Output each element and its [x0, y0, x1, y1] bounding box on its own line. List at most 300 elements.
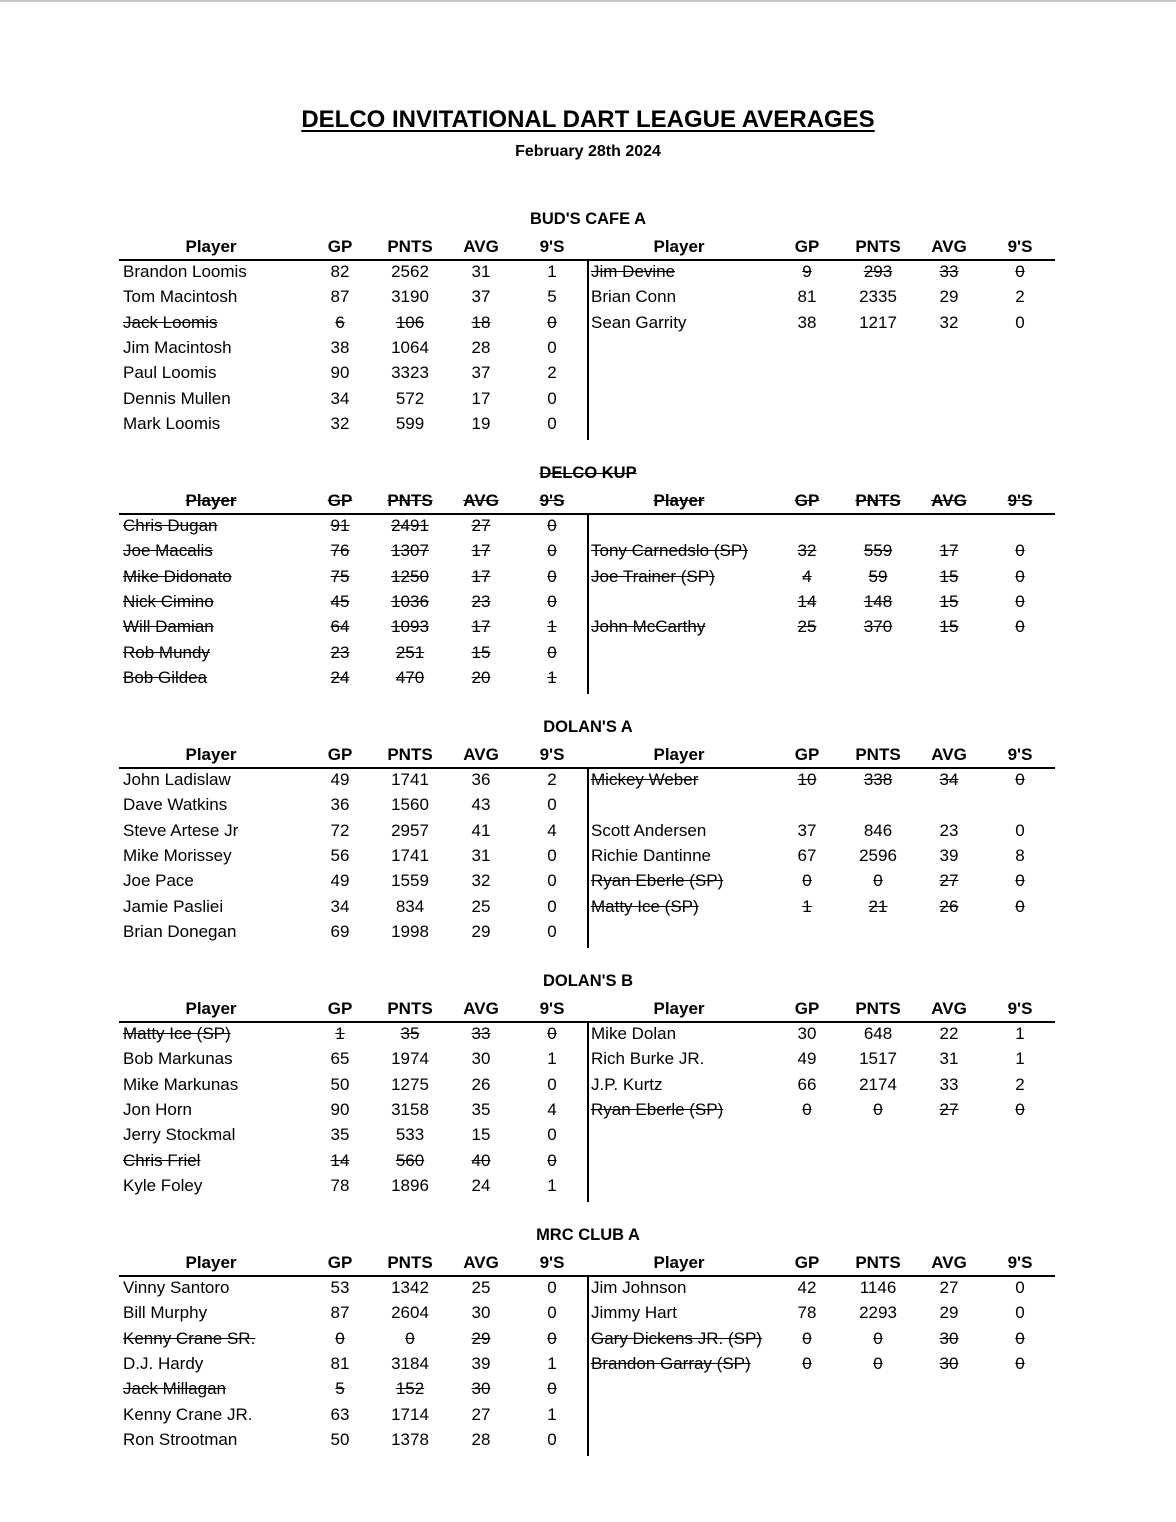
stat-pnts: 106 [395, 312, 425, 332]
team-title: MRC CLUB A [536, 1226, 640, 1244]
stat-pnts: 152 [395, 1379, 425, 1399]
header-player: Player [653, 237, 705, 256]
header-nines: 9'S [1007, 745, 1033, 764]
player-name: John McCarthy [591, 617, 706, 637]
player-name: Gary Dickens JR. (SP) [591, 1328, 762, 1348]
stat-avg: 28 [471, 1429, 491, 1449]
stat-nines: 0 [1015, 566, 1025, 586]
stat-gp: 0 [802, 1353, 812, 1373]
stat-nines: 1 [547, 1049, 557, 1069]
stat-nines: 0 [1015, 1099, 1025, 1119]
stat-avg: 29 [939, 1303, 959, 1323]
header-pnts: PNTS [387, 999, 433, 1018]
stat-avg: 35 [471, 1099, 491, 1119]
stat-nines: 0 [547, 921, 557, 941]
stat-nines: 1 [547, 1353, 557, 1373]
stat-avg: 39 [471, 1353, 491, 1373]
stat-gp: 32 [330, 413, 350, 433]
player-name: Mike Morissey [123, 845, 232, 865]
stat-gp: 53 [330, 1278, 350, 1297]
stat-pnts: 2174 [859, 1074, 897, 1094]
player-name: Joe Pace [123, 871, 194, 891]
stat-nines: 1 [547, 617, 557, 637]
header-gp: GP [794, 1253, 820, 1272]
stat-nines: 0 [547, 845, 557, 865]
player-name: Matty Ice (SP) [123, 1024, 231, 1043]
stat-gp: 64 [330, 617, 350, 637]
stat-pnts: 35 [400, 1024, 420, 1043]
stat-avg: 29 [471, 1328, 491, 1348]
stat-gp: 78 [330, 1175, 350, 1195]
stat-nines: 0 [547, 516, 557, 535]
stat-gp: 34 [330, 896, 350, 916]
stat-gp: 24 [330, 667, 350, 687]
stat-nines: 0 [1015, 541, 1025, 561]
stat-avg: 30 [939, 1328, 959, 1348]
stat-nines: 0 [547, 896, 557, 916]
stat-gp: 81 [797, 287, 817, 307]
player-name: Jimmy Hart [591, 1303, 677, 1323]
player-name: Mickey Weber [591, 770, 699, 789]
header-gp: GP [327, 999, 353, 1018]
player-name: Joe Trainer (SP) [591, 566, 715, 586]
stat-avg: 18 [471, 312, 491, 332]
stat-avg: 19 [471, 413, 491, 433]
header-gp: GP [794, 999, 820, 1018]
stat-gp: 0 [802, 1328, 812, 1348]
stat-pnts: 1307 [391, 541, 429, 561]
stat-nines: 2 [547, 363, 557, 383]
stat-gp: 14 [330, 1150, 350, 1170]
player-name: Jim Macintosh [123, 337, 232, 357]
header-nines: 9'S [539, 999, 565, 1018]
stat-gp: 36 [330, 795, 350, 815]
player-name: Bill Murphy [123, 1303, 208, 1323]
stat-pnts: 3190 [391, 287, 429, 307]
header-gp: GP [327, 491, 353, 510]
stat-avg: 39 [939, 845, 959, 865]
stat-pnts: 251 [395, 642, 425, 662]
player-name: Kyle Foley [123, 1175, 203, 1195]
header-pnts: PNTS [387, 491, 433, 510]
player-name: Dave Watkins [123, 795, 228, 815]
stat-avg: 31 [471, 262, 491, 281]
stat-gp: 25 [797, 617, 817, 637]
stat-gp: 76 [330, 541, 350, 561]
stat-gp: 10 [797, 770, 817, 789]
player-name: J.P. Kurtz [591, 1074, 663, 1094]
stat-pnts: 0 [873, 1353, 883, 1373]
stat-avg: 27 [471, 1404, 491, 1424]
stat-pnts: 1559 [391, 871, 429, 891]
stat-gp: 0 [802, 871, 812, 891]
player-name: Brandon Loomis [123, 262, 247, 281]
stat-gp: 14 [797, 591, 817, 611]
header-avg: AVG [463, 1253, 499, 1272]
stat-pnts: 1714 [391, 1404, 429, 1424]
stat-nines: 2 [547, 770, 557, 789]
stat-avg: 17 [939, 541, 959, 561]
header-player: Player [185, 237, 237, 256]
document-title: DELCO INVITATIONAL DART LEAGUE AVERAGES [301, 106, 875, 133]
stat-pnts: 1217 [859, 312, 897, 332]
header-player: Player [653, 745, 705, 764]
header-nines: 9'S [1007, 237, 1033, 256]
stat-pnts: 21 [868, 896, 888, 916]
player-name: Chris Dugan [123, 516, 218, 535]
stat-avg: 15 [471, 1125, 491, 1145]
column-divider [587, 1022, 589, 1202]
header-player: Player [653, 491, 705, 510]
header-avg: AVG [463, 237, 499, 256]
stat-nines: 0 [547, 1328, 557, 1348]
player-name: Scott Andersen [591, 820, 707, 840]
stat-nines: 0 [547, 312, 557, 332]
player-name: Will Damian [123, 617, 214, 637]
player-name: Ryan Eberle (SP) [591, 1099, 724, 1119]
player-name: Brian Conn [591, 287, 677, 307]
stat-gp: 56 [330, 845, 350, 865]
header-pnts: PNTS [855, 999, 901, 1018]
header-player: Player [185, 745, 237, 764]
stat-pnts: 1517 [859, 1049, 897, 1069]
stat-nines: 0 [1015, 262, 1025, 281]
player-name: Vinny Santoro [123, 1278, 230, 1297]
stat-avg: 17 [471, 388, 491, 408]
team-title: BUD'S CAFE A [529, 210, 647, 228]
stat-pnts: 560 [395, 1150, 425, 1170]
stat-nines: 0 [547, 413, 557, 433]
header-avg: AVG [931, 999, 967, 1018]
stat-avg: 37 [471, 287, 491, 307]
stat-nines: 1 [1015, 1049, 1025, 1069]
header-player: Player [653, 999, 705, 1018]
stat-avg: 32 [939, 312, 959, 332]
stat-nines: 1 [1015, 1024, 1025, 1043]
player-name: Jerry Stockmal [123, 1125, 236, 1145]
stat-avg: 28 [471, 337, 491, 357]
header-gp: GP [794, 491, 820, 510]
stat-pnts: 0 [873, 1328, 883, 1348]
stat-gp: 0 [802, 1099, 812, 1119]
stat-pnts: 846 [863, 820, 893, 840]
stat-pnts: 1093 [391, 617, 429, 637]
stat-pnts: 1342 [391, 1278, 429, 1297]
header-nines: 9'S [1007, 1253, 1033, 1272]
stat-avg: 33 [939, 262, 959, 281]
stat-avg: 24 [471, 1175, 491, 1195]
header-player: Player [653, 1253, 705, 1272]
stat-pnts: 2293 [859, 1303, 897, 1323]
player-name: Joe Macalis [123, 541, 213, 561]
stat-pnts: 2562 [391, 262, 429, 281]
header-pnts: PNTS [387, 745, 433, 764]
stat-avg: 26 [471, 1074, 491, 1094]
stat-avg: 17 [471, 566, 491, 586]
page-top-border [0, 0, 1176, 2]
stat-gp: 72 [330, 820, 350, 840]
header-gp: GP [327, 237, 353, 256]
stat-avg: 41 [471, 820, 491, 840]
stat-nines: 0 [1015, 871, 1025, 891]
player-name: Bob Markunas [123, 1049, 233, 1069]
stat-nines: 0 [547, 1278, 557, 1297]
stat-avg: 15 [471, 642, 491, 662]
stat-gp: 90 [330, 1099, 350, 1119]
stat-avg: 23 [939, 820, 959, 840]
stat-avg: 25 [471, 1278, 491, 1297]
stat-gp: 49 [330, 871, 350, 891]
player-name: Brandon Garray (SP) [591, 1353, 751, 1373]
player-name: Jon Horn [123, 1099, 192, 1119]
player-name: Jack Loomis [123, 312, 218, 332]
header-gp: GP [794, 237, 820, 256]
stat-pnts: 1275 [391, 1074, 429, 1094]
stat-avg: 30 [471, 1379, 491, 1399]
stat-pnts: 148 [863, 591, 893, 611]
stat-gp: 0 [335, 1328, 345, 1348]
header-pnts: PNTS [855, 491, 901, 510]
stat-pnts: 1560 [391, 795, 429, 815]
player-name: Jack Millagan [123, 1379, 226, 1399]
stat-nines: 4 [547, 1099, 557, 1119]
stat-pnts: 559 [863, 541, 893, 561]
header-avg: AVG [463, 999, 499, 1018]
player-name: Tony Carnedslo (SP) [591, 541, 748, 561]
stat-gp: 34 [330, 388, 350, 408]
column-divider [587, 514, 589, 694]
header-avg: AVG [463, 745, 499, 764]
stat-avg: 26 [939, 896, 959, 916]
header-nines: 9'S [539, 1253, 565, 1272]
stat-pnts: 2491 [391, 516, 429, 535]
player-name: John Ladislaw [123, 770, 231, 789]
stat-pnts: 1064 [391, 337, 429, 357]
header-pnts: PNTS [855, 745, 901, 764]
stat-gp: 30 [797, 1024, 817, 1043]
stat-avg: 29 [939, 287, 959, 307]
stat-nines: 0 [547, 591, 557, 611]
stat-gp: 38 [330, 337, 350, 357]
stat-avg: 33 [471, 1024, 491, 1043]
stat-nines: 0 [1015, 591, 1025, 611]
stat-nines: 0 [547, 337, 557, 357]
team-title: DOLAN'S B [542, 972, 634, 990]
stat-pnts: 2596 [859, 845, 897, 865]
stat-gp: 1 [335, 1024, 345, 1043]
player-name: Kenny Crane JR. [123, 1404, 253, 1424]
stat-nines: 0 [547, 1024, 557, 1043]
stat-pnts: 572 [395, 388, 425, 408]
stat-pnts: 1146 [859, 1278, 897, 1297]
stat-nines: 0 [547, 871, 557, 891]
stat-nines: 0 [1015, 617, 1025, 637]
player-name: Jim Devine [591, 262, 676, 281]
player-name: Mike Dolan [591, 1024, 677, 1043]
stat-avg: 15 [939, 617, 959, 637]
header-nines: 9'S [539, 745, 565, 764]
stat-nines: 8 [1015, 845, 1025, 865]
stat-gp: 5 [335, 1379, 345, 1399]
stat-avg: 36 [471, 770, 491, 789]
stat-gp: 50 [330, 1429, 350, 1449]
header-nines: 9'S [1007, 491, 1033, 510]
stat-pnts: 533 [395, 1125, 425, 1145]
team-title: DOLAN'S A [543, 718, 633, 736]
header-pnts: PNTS [855, 237, 901, 256]
player-name: Mike Markunas [123, 1074, 239, 1094]
stat-pnts: 3158 [391, 1099, 429, 1119]
stat-pnts: 1250 [391, 566, 429, 586]
stat-nines: 0 [547, 541, 557, 561]
team-title: DELCO KUP [539, 464, 637, 482]
stat-gp: 67 [797, 845, 817, 865]
player-name: Tom Macintosh [123, 287, 238, 307]
stat-nines: 0 [1015, 1303, 1025, 1323]
stat-nines: 1 [547, 1175, 557, 1195]
stat-gp: 42 [797, 1278, 817, 1297]
stat-nines: 0 [547, 1125, 557, 1145]
stat-nines: 2 [1015, 287, 1025, 307]
stat-gp: 49 [797, 1049, 817, 1069]
player-name: Ryan Eberle (SP) [591, 871, 724, 891]
player-name: Richie Dantinne [591, 845, 712, 865]
header-player: Player [185, 491, 237, 510]
stat-pnts: 834 [395, 896, 425, 916]
stat-gp: 45 [330, 591, 350, 611]
stat-gp: 91 [330, 516, 350, 535]
stat-pnts: 293 [863, 262, 893, 281]
stat-pnts: 1036 [391, 591, 429, 611]
stat-gp: 6 [335, 312, 345, 332]
stat-avg: 17 [471, 541, 491, 561]
stat-gp: 81 [330, 1353, 350, 1373]
stat-pnts: 1974 [391, 1049, 429, 1069]
stat-nines: 0 [547, 1303, 557, 1323]
player-name: Jamie Pasliei [123, 896, 224, 916]
stat-pnts: 1998 [391, 921, 429, 941]
column-divider [587, 1276, 589, 1456]
stat-gp: 75 [330, 566, 350, 586]
player-name: Brian Donegan [123, 921, 237, 941]
stat-gp: 90 [330, 363, 350, 383]
stat-avg: 30 [471, 1303, 491, 1323]
stat-gp: 50 [330, 1074, 350, 1094]
stat-nines: 4 [547, 820, 557, 840]
header-nines: 9'S [1007, 999, 1033, 1018]
stat-avg: 17 [471, 617, 491, 637]
player-name: Jim Johnson [591, 1278, 687, 1297]
stat-nines: 0 [1015, 1353, 1025, 1373]
stat-avg: 20 [471, 667, 491, 687]
stat-nines: 0 [547, 566, 557, 586]
stat-pnts: 1741 [391, 845, 429, 865]
player-name: Bob Gildea [123, 667, 208, 687]
header-avg: AVG [931, 237, 967, 256]
header-nines: 9'S [539, 491, 565, 510]
stat-avg: 34 [939, 770, 959, 789]
stat-gp: 23 [330, 642, 350, 662]
stat-avg: 22 [939, 1024, 959, 1043]
stat-pnts: 648 [863, 1024, 893, 1043]
header-gp: GP [327, 1253, 353, 1272]
stat-gp: 66 [797, 1074, 817, 1094]
player-name: Steve Artese Jr [123, 820, 239, 840]
stat-avg: 40 [471, 1150, 491, 1170]
stat-avg: 31 [471, 845, 491, 865]
player-name: Dennis Mullen [123, 388, 231, 408]
stat-nines: 1 [547, 1404, 557, 1424]
stat-avg: 31 [939, 1049, 959, 1069]
player-name: Ron Strootman [123, 1429, 238, 1449]
stat-pnts: 2604 [391, 1303, 429, 1323]
stat-pnts: 0 [405, 1328, 415, 1348]
stat-nines: 1 [547, 262, 557, 281]
player-name: Paul Loomis [123, 363, 217, 383]
column-divider [587, 260, 589, 440]
stat-gp: 87 [330, 287, 350, 307]
stat-nines: 0 [1015, 770, 1025, 789]
stat-gp: 87 [330, 1303, 350, 1323]
stat-nines: 0 [1015, 820, 1025, 840]
stat-avg: 15 [939, 566, 959, 586]
stat-avg: 30 [471, 1049, 491, 1069]
stat-gp: 37 [797, 820, 817, 840]
stat-pnts: 470 [395, 667, 425, 687]
stat-nines: 0 [1015, 896, 1025, 916]
player-name: Chris Friel [123, 1150, 201, 1170]
header-avg: AVG [463, 491, 499, 510]
player-name: Mark Loomis [123, 413, 221, 433]
stat-pnts: 0 [873, 1099, 883, 1119]
stat-gp: 32 [797, 541, 817, 561]
stat-gp: 78 [797, 1303, 817, 1323]
stat-nines: 0 [1015, 1328, 1025, 1348]
header-pnts: PNTS [387, 1253, 433, 1272]
stat-gp: 63 [330, 1404, 350, 1424]
stat-nines: 0 [547, 795, 557, 815]
stat-pnts: 338 [863, 770, 893, 789]
header-avg: AVG [931, 745, 967, 764]
stat-pnts: 0 [873, 871, 883, 891]
stat-pnts: 370 [863, 617, 893, 637]
stat-avg: 43 [471, 795, 491, 815]
header-gp: GP [327, 745, 353, 764]
player-name: Kenny Crane SR. [123, 1328, 256, 1348]
stat-avg: 15 [939, 591, 959, 611]
header-avg: AVG [931, 491, 967, 510]
player-name: D.J. Hardy [123, 1353, 204, 1373]
stat-gp: 82 [330, 262, 350, 281]
header-pnts: PNTS [387, 237, 433, 256]
header-player: Player [185, 999, 237, 1018]
stat-nines: 0 [547, 1379, 557, 1399]
stat-nines: 5 [547, 287, 557, 307]
stat-nines: 0 [547, 642, 557, 662]
stat-gp: 1 [802, 896, 812, 916]
stat-pnts: 2957 [391, 820, 429, 840]
stat-pnts: 599 [395, 413, 425, 433]
stat-gp: 4 [802, 566, 812, 586]
stat-avg: 33 [939, 1074, 959, 1094]
stat-gp: 69 [330, 921, 350, 941]
stat-gp: 65 [330, 1049, 350, 1069]
stat-nines: 0 [547, 1429, 557, 1449]
stat-gp: 38 [797, 312, 817, 332]
header-player: Player [185, 1253, 237, 1272]
stat-gp: 49 [330, 770, 350, 789]
stat-pnts: 1896 [391, 1175, 429, 1195]
